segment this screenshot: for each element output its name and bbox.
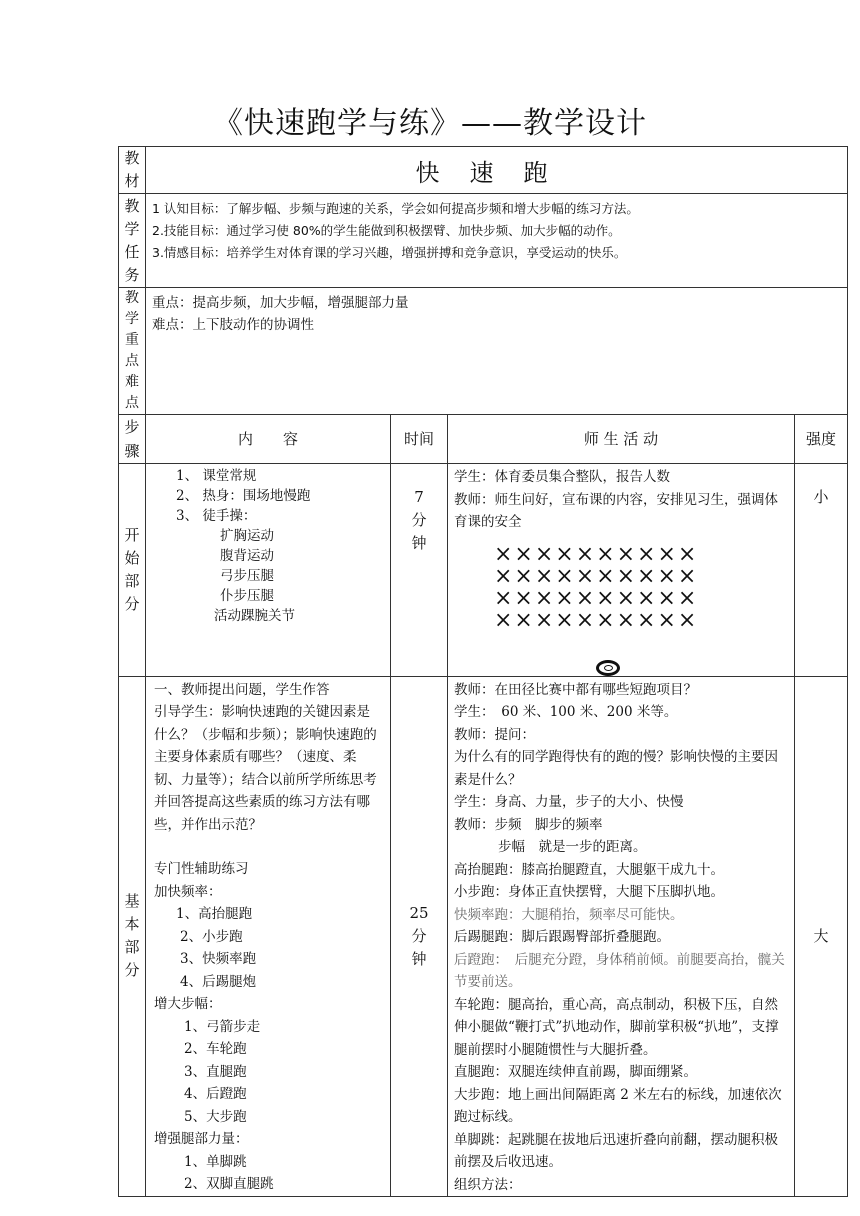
special-practice-title: 专门性辅助练习: [154, 861, 249, 877]
start-time: 7 分 钟: [391, 464, 448, 677]
stride-item: 4、后蹬跑: [184, 1086, 247, 1102]
start-activity: [448, 464, 795, 677]
basic-activity-line: 后蹬跑： 后腿充分蹬，身体稍前倾。前腿要高抬，髋关节要前送。: [454, 951, 785, 990]
header-content: 内 容: [146, 415, 391, 464]
freq-item: 2、小步跑: [180, 928, 243, 945]
start-content-item: 弓步压腿: [220, 568, 274, 584]
table-header-row: [119, 415, 848, 464]
power-item: 1、单脚跳: [184, 1153, 247, 1170]
stride-title: 增大步幅：: [154, 996, 222, 1012]
lesson-plan-table: [118, 146, 848, 1197]
objectives-content: [146, 194, 848, 288]
basic-activity-line: 组织方法：: [454, 1176, 522, 1193]
start-intensity: 小: [795, 464, 848, 677]
basic-activity-line: 为什么有的同学跑得快有的跑的慢？影响快慢的主要因素是什么？: [454, 749, 778, 788]
basic-activity-line: 快频率跑：大腿稍抬，频率尽可能快。: [454, 906, 684, 923]
formation-row: ××××××××××: [494, 563, 699, 589]
basic-activity-line: 高抬腿跑：膝高抬腿蹬直，大腿躯干成九十。: [454, 861, 724, 878]
keypoints-row: [119, 288, 848, 415]
basic-activity-line: 教师：在田径比赛中都有哪些短跑项目？: [454, 681, 697, 698]
formation-row: ××××××××××: [494, 607, 699, 633]
power-title: 增强腿部力量：: [154, 1131, 249, 1147]
objective-item: 1 认知目标：了解步幅、步频与跑速的关系，学会如何提高步频和增大步幅的练习方法。: [152, 201, 639, 216]
basic-activity-line: 学生： 60 米、100 米、200 米等。: [454, 704, 678, 720]
start-section-row: [119, 464, 848, 677]
keypoints-content: [146, 288, 848, 415]
basic-activity-line: 单脚跳：起跳腿在拔地后迅速折叠向前翻，摆动腿积极前摆及后收迅速。: [454, 1131, 778, 1170]
header-intensity: 强度: [795, 415, 848, 464]
formation-row: ××××××××××: [494, 541, 699, 567]
formation-diagram: [494, 541, 788, 633]
start-content-item: 扩胸运动: [220, 528, 274, 544]
start-content-item: 腹背运动: [220, 548, 274, 564]
freq-item: 1、高抬腿跑: [176, 906, 253, 922]
start-content-item: 仆步压腿: [220, 588, 274, 604]
stride-item: 1、弓箭步走: [184, 1018, 261, 1035]
basic-intro: 一、教师提出问题，学生作答: [154, 681, 330, 698]
basic-activity-line: 后踢腿跑：脚后跟踢臀部折叠腿跑。: [454, 929, 670, 945]
basic-activity-line: 教师：步频 脚步的频率: [454, 816, 603, 833]
basic-activity-line: 小步跑：身体正直快摆臂，大腿下压脚扒地。: [454, 884, 724, 900]
basic-section-row: [119, 676, 848, 1197]
basic-label: 基 本 部 分: [119, 676, 146, 1197]
page-title: 《快速跑学与练》——教学设计: [213, 106, 647, 141]
objectives-label: 教 学 任 务: [119, 194, 146, 288]
stride-item: 5、大步跑: [184, 1108, 247, 1125]
basic-activity-line: 直腿跑：双腿连续伸直前踢，脚面绷紧。: [454, 1064, 697, 1080]
start-activity-line: 教师：师生问好，宣布课的内容，安排见习生，强调体育课的安全: [454, 491, 778, 530]
header-step: 步骤: [119, 415, 146, 464]
freq-title: 加快频率：: [154, 883, 222, 900]
basic-activity-line: 步幅 就是一步的距离。: [498, 839, 647, 855]
basic-activity-line: 教师：提问：: [454, 726, 535, 743]
stride-item: 3、直腿跑: [184, 1063, 247, 1080]
header-time: 时间: [391, 415, 448, 464]
formation-row: ××××××××××: [494, 585, 699, 611]
start-content-item: 活动踝腕关节: [214, 608, 295, 624]
objective-item: 2.技能目标：通过学习使 80%的学生能做到积极摆臂、加快步频、加大步幅的动作。: [152, 223, 621, 238]
objectives-row: [119, 194, 848, 288]
basic-activity: [448, 676, 795, 1197]
header-activity: 师 生 活 动: [448, 415, 795, 464]
basic-activity-line: 车轮跑：腿高抬，重心高，高点制动，积极下压，自然伸小腿做“鞭打式”扒地动作，脚前掌积极“扒地”，支撑腿前摆时小腿随惯性与大腿折叠。: [454, 996, 779, 1058]
basic-activity-line: 大步跑：地上画出间隔距离 2 米左右的标线，加速依次跑过标线。: [454, 1086, 782, 1125]
basic-time: 25 分 钟: [391, 676, 448, 1197]
basic-intensity: 大: [795, 676, 848, 1197]
power-item: 2、双脚直腿跳: [184, 1176, 274, 1192]
basic-activity-line: 学生：身高、力量，步子的大小、快慢: [454, 794, 684, 810]
keypoint-item: 重点：提高步频，加大步幅，增强腿部力量: [152, 295, 409, 311]
start-content-item: 3、 徒手操：: [176, 508, 257, 524]
teacher-position-icon: [596, 660, 620, 676]
material-label: 教 材: [119, 147, 146, 194]
freq-item: 3、快频率跑: [180, 951, 257, 967]
start-content-item: 2、 热身：围场地慢跑: [176, 488, 311, 504]
start-content-item: 1、 课堂常规: [176, 468, 257, 484]
start-content: [146, 464, 391, 677]
material-value: 快速跑: [146, 147, 848, 194]
basic-guide: 引导学生：影响快速跑的关键因素是什么？（步幅和步频）；影响快速跑的主要身体素质有哪些？（速度、柔韧、力量等）；结合以前所学所练思考并回答提高这些素质的练习方法有哪些，并作出示范？: [154, 704, 377, 833]
start-label: 开 始 部 分: [119, 464, 146, 677]
basic-content: [146, 676, 391, 1197]
keypoint-item: 难点：上下肢动作的协调性: [152, 317, 314, 333]
keypoints-label: 教学 重点 难点: [119, 288, 146, 415]
objective-item: 3.情感目标：培养学生对体育课的学习兴趣，增强拼搏和竞争意识，享受运动的快乐。: [152, 245, 627, 260]
material-row: [119, 147, 848, 194]
start-activity-line: 学生：体育委员集合整队，报告人数: [454, 469, 670, 485]
freq-item: 4、后踢腿炮: [180, 973, 257, 990]
stride-item: 2、车轮跑: [184, 1041, 247, 1057]
